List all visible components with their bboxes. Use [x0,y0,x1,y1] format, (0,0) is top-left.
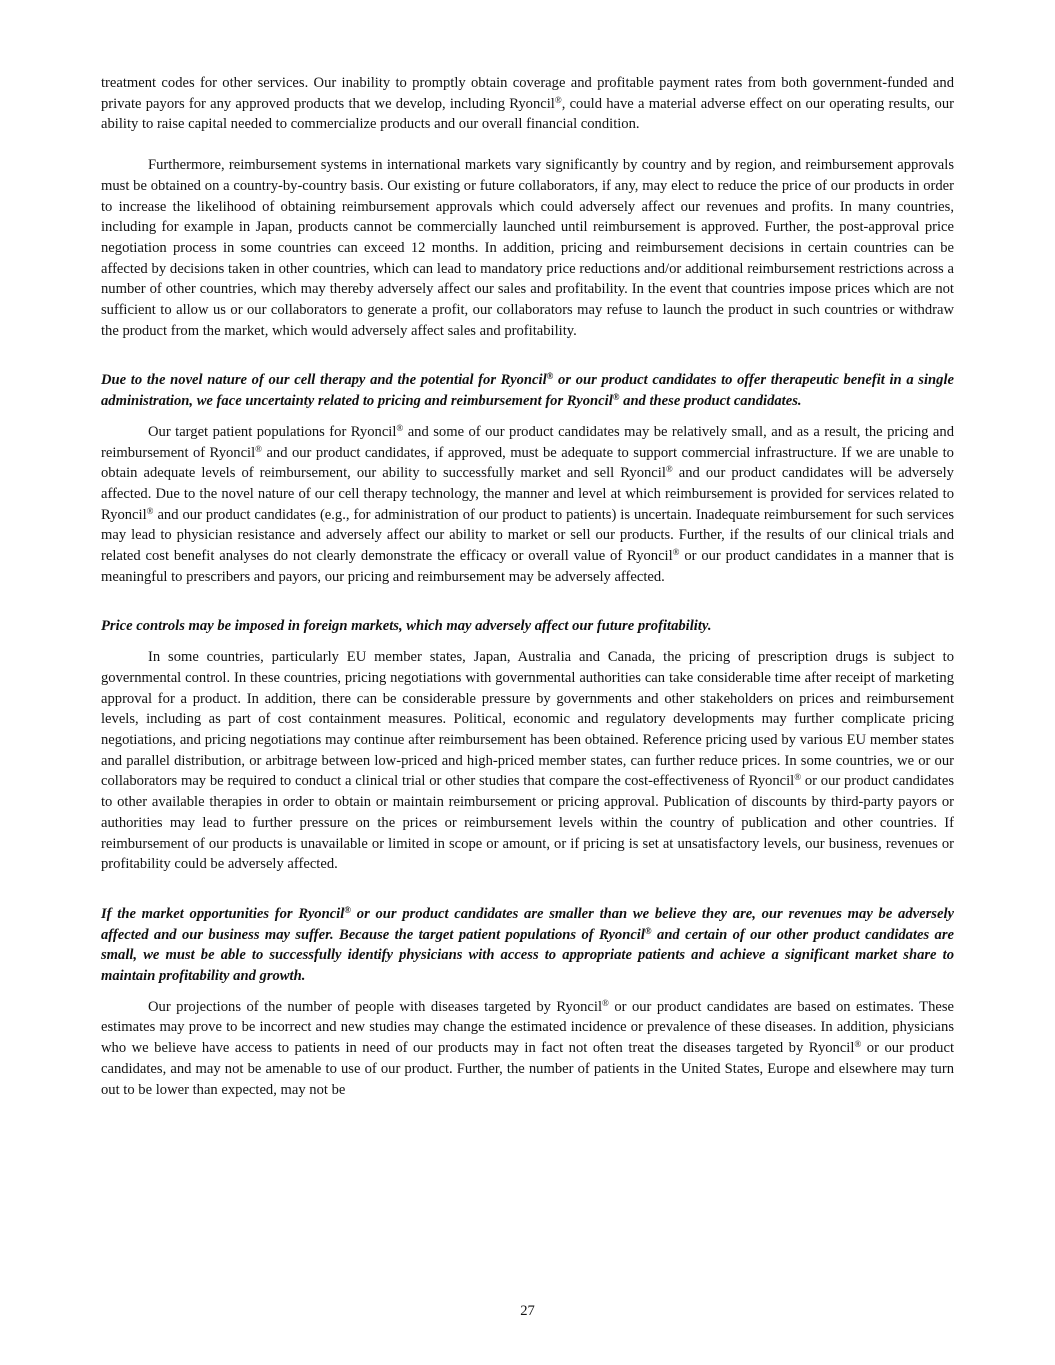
heading-price-controls: Price controls may be imposed in foreign markets, which may adversely affect our future profitability. [101,618,712,635]
paragraph-price-controls: In some countries, particularly EU member states, Japan, Australia and Canada, the pricing of prescription drugs is subject to governmental control. In these countries, pricing negotiations with governmental authorities can take considerable time after receipt of marketing approval for a product. In addition, there can be considerable pressure by governments and other stakeholders on prices and reimbursement levels, including as part of cost containment measures. Political, economic and regulatory developments may further complicate pricing negotiations, and pricing negotiations may continue after reimbursement has been obtained. Reference pricing used by various EU member states and parallel distribution, or arbitrage between low-priced and high-priced member states, can further reduce prices. In some countries, we or our collaborators may be required to conduct a clinical trial or other studies that compare the cost-effectiveness of Ryoncil® or our product candidates to other available therapies in order to obtain or maintain reimbursement or pricing approval. Publication of discounts by third-party payors or authorities may lead to further pressure on the prices or reimbursement levels within the country of publication and other countries. If reimbursement of our products is unavailable or limited in scope or amount, or if pricing is set at unsatisfactory levels, our business, revenues or profitability could be adversely affected. [101,649,955,873]
paragraph-market-opportunities: Our projections of the number of people with diseases targeted by Ryoncil® or our product candidates are based on estimates. These estimates may prove to be incorrect and new studies may change the estimated incidence or prevalence of these diseases. In addition, physicians who we believe have access to patients in need of our products may in fact not often treat the diseases targeted by Ryoncil® or our product candidates, and may not be amenable to use of our product. Further, the number of patients in the United States, Europe and elsewhere may turn out to be lower than expected, may not be [101,997,955,1098]
heading-market-opportunities: If the market opportunities for Ryoncil® or our product candidates are smaller than we believe they are, our revenues may be adversely affected and our business may suffer. Because the target patient populations of Ryoncil® and certain of our other product candidates are small, we must be able to successfully identify physicians with access to appropriate patients and achieve a significant market share to maintain profitability and growth. [101,904,954,985]
page-number: 27 [520,1303,535,1319]
paragraph-intro: treatment codes for other services. Our inability to promptly obtain coverage and profitable payment rates from both government-funded and private payors for any approved products that we develop, including Ryoncil®, could have a material adverse effect on our operating results, our ability to raise capital needed to commercialize products and our overall financial condition. [101,75,954,133]
paragraph-novel-cell-therapy: Our target patient populations for Ryoncil® and some of our product candidates may be relatively small, and as a result, the pricing and reimbursement of Ryoncil® and our product candidates, if approved, must be adequate to support commercial infrastructure. If we are unable to obtain adequate levels of reimbursement, our ability to successfully market and sell Ryoncil® and our product candidates will be adversely affected. Due to the novel nature of our cell therapy technology, the manner and level at which reimbursement is provided for services related to Ryoncil® and our product candidates (e.g., for administration of our product to patients) is uncertain. Inadequate reimbursement for such services may lead to physician resistance and adversely affect our ability to market or sell our products. Further, if the results of our clinical trials and related cost benefit analyses do not clearly demonstrate the efficacy or overall value of Ryoncil® or our product candidates in a manner that is meaningful to prescribers and payors, our pricing and reimbursement may be adversely affected. [101,422,954,585]
paragraph-international-reimbursement: Furthermore, reimbursement systems in international markets vary significantly by country and by region, and reimbursement approvals must be obtained on a country-by-country basis. Our existing or future collaborators, if any, may elect to reduce the price of our products in order to increase the likelihood of obtaining reimbursement approvals which could adversely affect our revenues and profits. In many countries, including for example in Japan, products cannot be commercially launched until reimbursement is approved. Further, the post-approval price negotiation process in some countries can exceed 12 months. In addition, pricing and reimbursement decisions in certain countries can be affected by decisions taken in other countries, which can lead to mandatory price reductions and/or additional reimbursement restrictions across a number of other countries, which may thereby adversely affect our sales and profitability. In the event that countries impose prices which are not sufficient to allow us or our collaborators to generate a profit, our collaborators may refuse to launch the product in such countries or withdraw the product from the market, which would adversely affect sales and profitability. [101,157,954,339]
document-page [101,73,954,1100]
heading-novel-cell-therapy: Due to the novel nature of our cell therapy and the potential for Ryoncil® or our product candidates to offer therapeutic benefit in a single administration, we face uncertainty related to pricing and reimbursement for Ryoncil® and these product candidates. [101,371,954,410]
